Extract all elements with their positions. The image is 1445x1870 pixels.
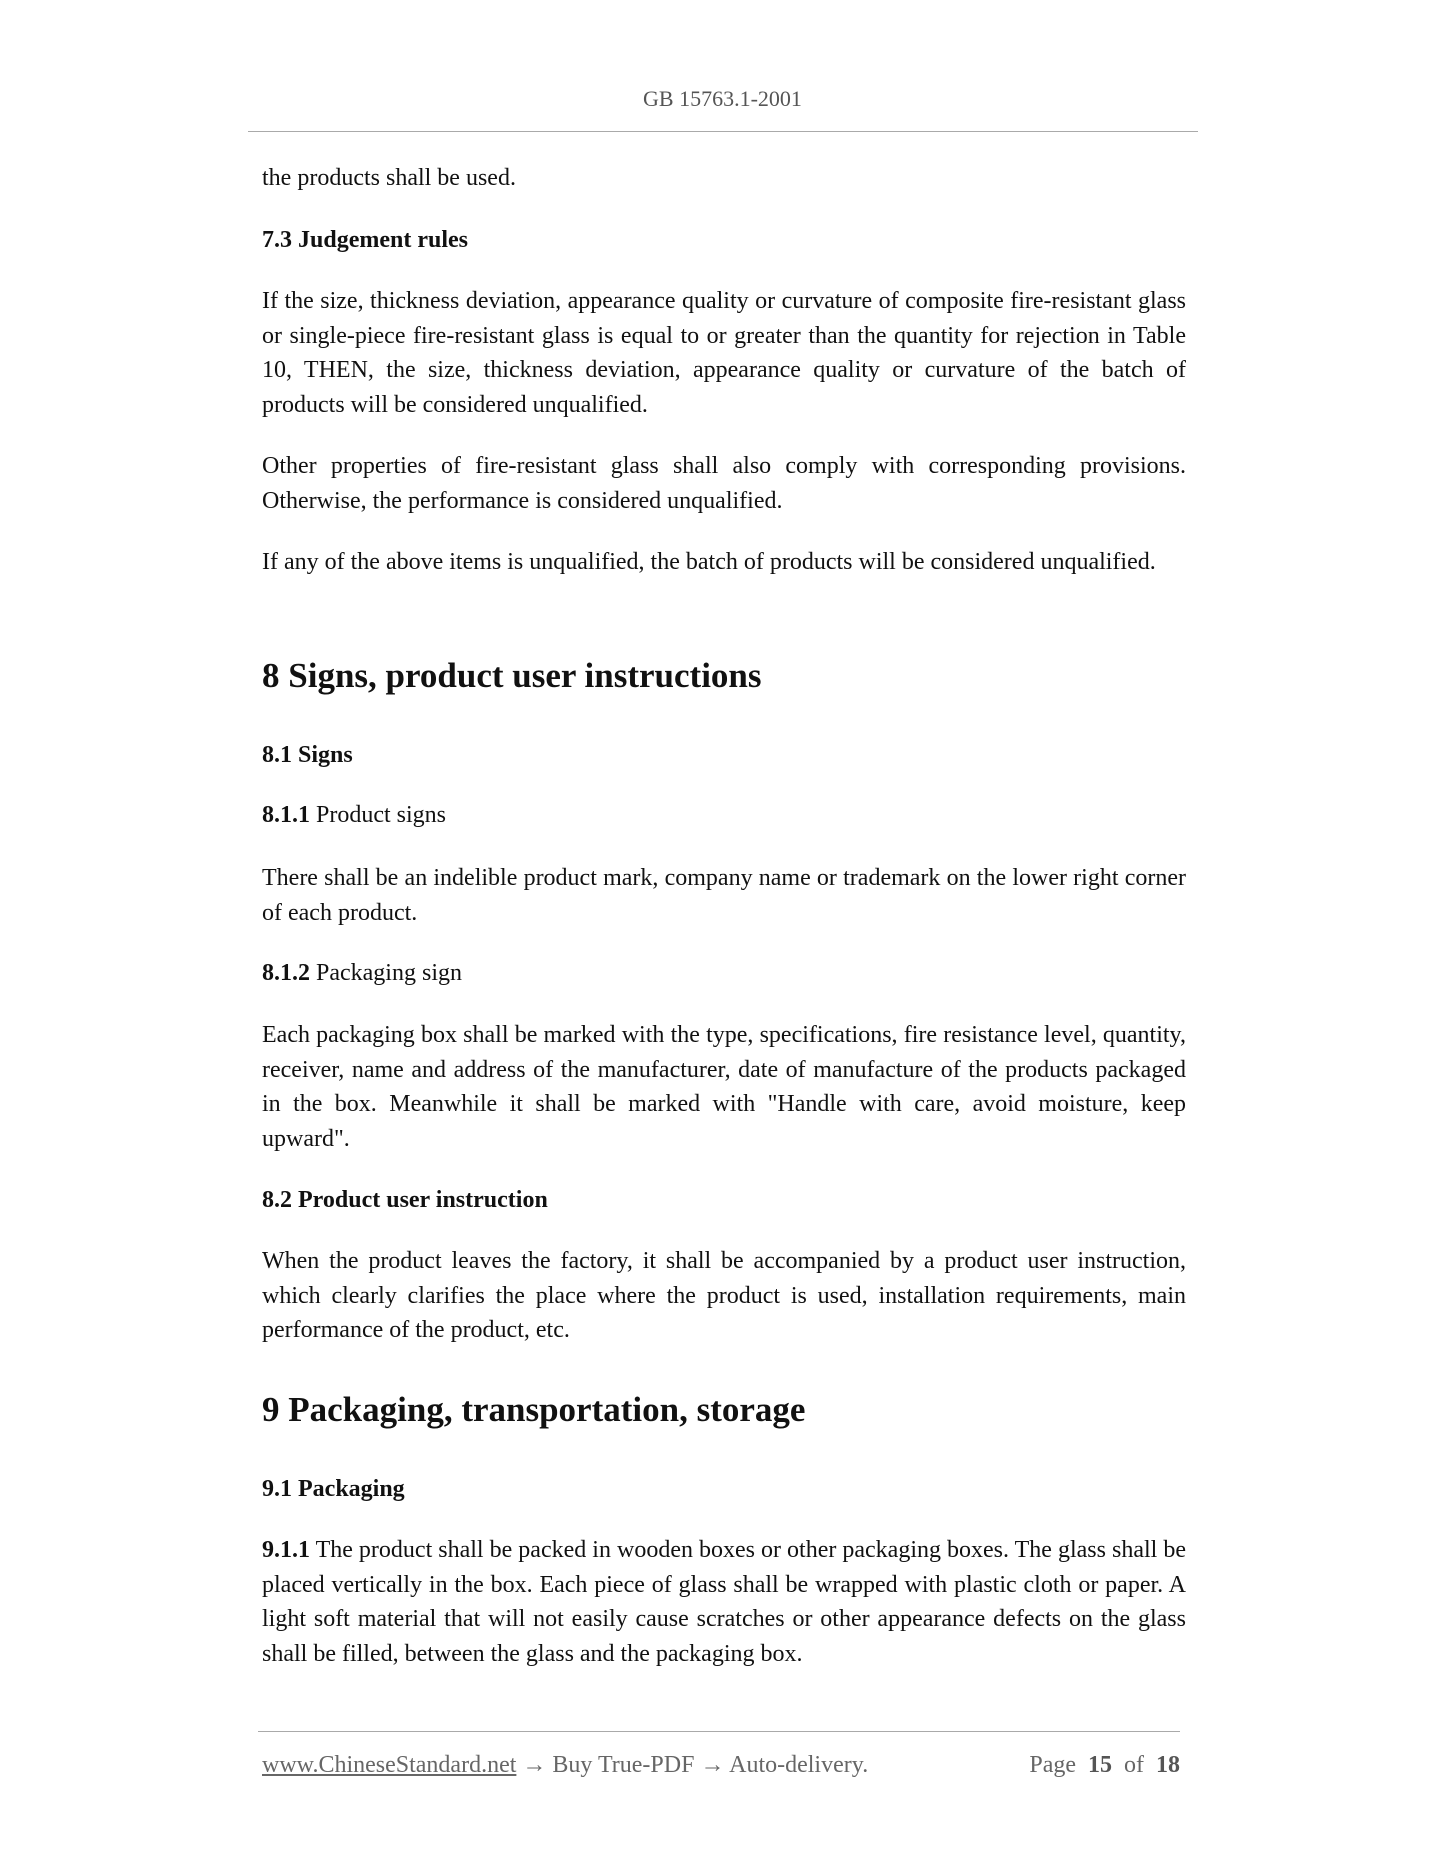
clause-text: The product shall be packed in wooden boxes or other packaging boxes. The glass shall be placed vertically in the box. Each piece of glass shall be wrapped with plastic cloth or paper. A light soft material that will not easily cause scratches or other appearance defects on the glass shall be filled, between the glass and the packaging box. — [262, 1537, 1186, 1667]
chapter-heading: 8 Signs, product user instructions — [262, 656, 762, 695]
footer-divider — [258, 1731, 1180, 1732]
clause-title: Product signs — [310, 802, 447, 828]
page-header: GB 15763.1-2001 — [643, 86, 802, 111]
footer-promo-text: → Buy True-PDF → Auto-delivery. — [516, 1752, 869, 1778]
footer-promo — [262, 1752, 868, 1779]
page-footer — [262, 1752, 1180, 1779]
clause-title: Packaging sign — [310, 960, 462, 986]
paragraph: If the size, thickness deviation, appearance quality or curvature of composite fire-resistant glass or single-piece fire-resistant glass is equal to or greater than the quantity for rejection in Table 10, THEN, the size, thickness deviation, appearance quality or curvature of the batch of products will be considered unqualified. — [262, 288, 1186, 418]
section-heading — [262, 738, 1186, 773]
clause-number: 8.1.1 — [262, 802, 310, 828]
page-label: Page — [1029, 1752, 1076, 1778]
of-label: of — [1124, 1752, 1144, 1778]
website-link[interactable]: www.ChineseStandard.net — [262, 1752, 517, 1778]
heading-text: 9.1 Packaging — [262, 1476, 405, 1502]
paragraph: Other properties of fire-resistant glass shall also comply with corresponding provisions. Otherwise, the performance is considered unqualified. — [262, 453, 1186, 514]
chapter-heading: 9 Packaging, transportation, storage — [262, 1390, 806, 1429]
paragraph — [262, 1533, 1186, 1671]
header-divider — [248, 131, 1198, 132]
heading-text: 8.2 Product user instruction — [262, 1187, 548, 1213]
paragraph: Each packaging box shall be marked with the type, specifications, fire resistance level, quantity, receiver, name and address of the manufacturer, date of manufacture of the products packaged in the box. Meanwhile it shall be marked with "Handle with care, avoid moisture, keep upward". — [262, 1022, 1186, 1152]
paragraph: There shall be an indelible product mark, company name or trademark on the lower right corner of each product. — [262, 865, 1186, 926]
page-number — [1029, 1752, 1180, 1779]
paragraph: the products shall be used. — [262, 165, 516, 191]
paragraph: When the product leaves the factory, it shall be accompanied by a product user instruction, which clearly clarifies the place where the product is used, installation requirements, main performance of the product, etc. — [262, 1248, 1186, 1344]
section-heading — [262, 223, 1186, 258]
heading-text: 7.3 Judgement rules — [262, 227, 468, 253]
paragraph: If any of the above items is unqualified, the batch of products will be considered unqualified. — [262, 549, 1156, 575]
heading-text: 8.1 Signs — [262, 742, 353, 768]
clause-number: 9.1.1 — [262, 1537, 310, 1563]
subsection-heading — [262, 956, 1186, 991]
total-pages: 18 — [1156, 1752, 1180, 1778]
section-heading — [262, 1472, 1186, 1507]
current-page: 15 — [1088, 1752, 1112, 1778]
clause-number: 8.1.2 — [262, 960, 310, 986]
section-heading — [262, 1183, 1186, 1218]
subsection-heading — [262, 798, 1186, 833]
